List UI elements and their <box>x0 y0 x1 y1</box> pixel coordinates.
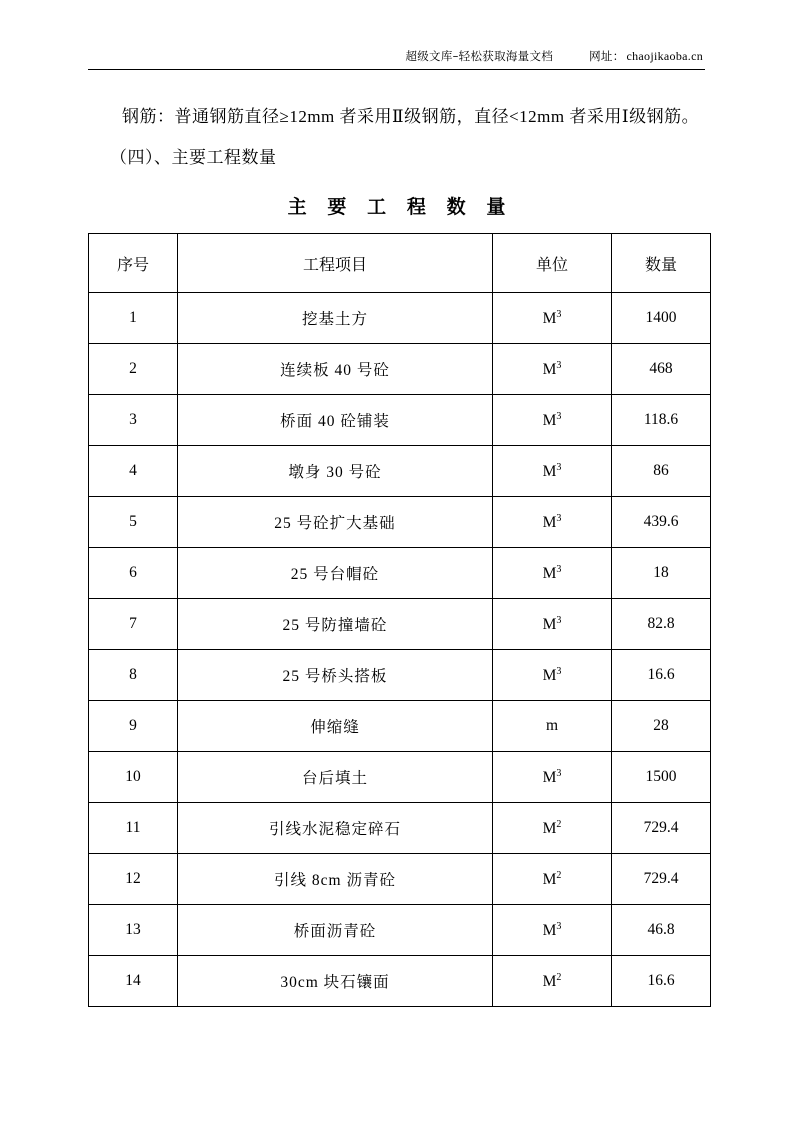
unit-base: $M^3$ <box>542 461 562 480</box>
table-row <box>89 497 711 548</box>
page-header <box>88 0 705 64</box>
cell-item: 挖基土方 <box>178 293 493 344</box>
site-url: chaojikaoba.cn <box>626 49 703 63</box>
cell-quantity: 118.6 <box>612 395 711 446</box>
unit-exponent: 3 <box>556 359 562 371</box>
unit-exponent: 2 <box>556 869 562 881</box>
unit-base: $M^3$ <box>542 665 562 684</box>
unit-exponent: 3 <box>556 920 562 932</box>
cell-unit <box>493 293 612 344</box>
table-row <box>89 599 711 650</box>
cell-unit <box>493 497 612 548</box>
paragraph-section-heading: （四）、主要工程数量 <box>110 148 277 167</box>
document-body <box>88 96 705 178</box>
table-row <box>89 548 711 599</box>
cell-quantity: 729.4 <box>612 803 711 854</box>
unit-base: $M^3$ <box>542 614 562 633</box>
cell-unit <box>493 599 612 650</box>
unit-exponent: 3 <box>556 512 562 524</box>
unit-base: $M^3$ <box>542 767 562 786</box>
table-row <box>89 650 711 701</box>
unit-base: $M^2$ <box>542 971 562 990</box>
cell-quantity: 82.8 <box>612 599 711 650</box>
unit-base: $M^3$ <box>542 308 562 327</box>
cell-unit <box>493 854 612 905</box>
cell-unit <box>493 905 612 956</box>
cell-no: 2 <box>89 344 178 395</box>
cell-quantity: 16.6 <box>612 650 711 701</box>
unit-exponent: 2 <box>556 818 562 830</box>
cell-item: 25 号防撞墙砼 <box>178 599 493 650</box>
cell-no: 5 <box>89 497 178 548</box>
table-title: 主 要 工 程 数 量 <box>287 197 514 218</box>
cell-item: 引线 8cm 沥青砼 <box>178 854 493 905</box>
cell-item: 25 号桥头搭板 <box>178 650 493 701</box>
cell-item: 墩身 30 号砼 <box>178 446 493 497</box>
cell-quantity: 86 <box>612 446 711 497</box>
unit-exponent: 3 <box>556 614 562 626</box>
cell-quantity: 1400 <box>612 293 711 344</box>
table-header <box>89 234 711 293</box>
header-divider <box>88 69 705 70</box>
unit-base: $M^2$ <box>542 818 562 837</box>
cell-no: 8 <box>89 650 178 701</box>
table-row <box>89 293 711 344</box>
cell-unit <box>493 548 612 599</box>
cell-unit <box>493 395 612 446</box>
cell-unit <box>493 803 612 854</box>
unit-base: $M^3$ <box>542 920 562 939</box>
cell-quantity: 16.6 <box>612 956 711 1007</box>
table-row <box>89 344 711 395</box>
unit-exponent: 3 <box>556 563 562 575</box>
table-header-row <box>89 234 711 293</box>
unit-base: $M^3$ <box>542 359 562 378</box>
table-row <box>89 956 711 1007</box>
cell-quantity: 439.6 <box>612 497 711 548</box>
column-header-no: 序号 <box>89 234 178 293</box>
cell-item: 30cm 块石镶面 <box>178 956 493 1007</box>
table-body <box>89 293 711 1007</box>
cell-item: 伸缩缝 <box>178 701 493 752</box>
table-row <box>89 395 711 446</box>
cell-no: 11 <box>89 803 178 854</box>
cell-no: 9 <box>89 701 178 752</box>
unit-exponent: 3 <box>556 767 562 779</box>
cell-item: 桥面 40 砼铺装 <box>178 395 493 446</box>
cell-quantity: 46.8 <box>612 905 711 956</box>
quantities-table <box>88 233 711 1007</box>
cell-no: 4 <box>89 446 178 497</box>
paragraph-rebar: 钢筋：普通钢筋直径≥12mm 者采用Ⅱ级钢筋，直径<12mm 者采用Ⅰ级钢筋。 <box>122 107 700 126</box>
cell-unit <box>493 752 612 803</box>
unit-base: $M^3$ <box>542 512 562 531</box>
unit-base: m <box>545 717 559 734</box>
cell-item: 连续板 40 号砼 <box>178 344 493 395</box>
cell-no: 14 <box>89 956 178 1007</box>
cell-unit <box>493 344 612 395</box>
column-header-qty: 数量 <box>612 234 711 293</box>
cell-no: 1 <box>89 293 178 344</box>
cell-item: 25 号砼扩大基础 <box>178 497 493 548</box>
cell-quantity: 28 <box>612 701 711 752</box>
cell-no: 3 <box>89 395 178 446</box>
cell-item: 25 号台帽砼 <box>178 548 493 599</box>
unit-base: $M^3$ <box>542 410 562 429</box>
unit-base: $M^3$ <box>542 563 562 582</box>
url-label: 网址： <box>589 49 625 63</box>
cell-no: 10 <box>89 752 178 803</box>
cell-unit <box>493 446 612 497</box>
table-row <box>89 701 711 752</box>
cell-unit <box>493 956 612 1007</box>
unit-exponent: 3 <box>556 461 562 473</box>
table-row <box>89 905 711 956</box>
table-row <box>89 854 711 905</box>
unit-exponent: 3 <box>556 665 562 677</box>
site-title: 超级文库–轻松获取海量文档 <box>405 49 554 63</box>
table-row <box>89 803 711 854</box>
unit-exponent: 2 <box>556 971 562 983</box>
cell-no: 6 <box>89 548 178 599</box>
cell-unit <box>493 650 612 701</box>
cell-quantity: 18 <box>612 548 711 599</box>
cell-no: 12 <box>89 854 178 905</box>
cell-item: 引线水泥稳定碎石 <box>178 803 493 854</box>
cell-quantity: 468 <box>612 344 711 395</box>
column-header-unit: 单位 <box>493 234 612 293</box>
table-row <box>89 446 711 497</box>
column-header-item: 工程项目 <box>178 234 493 293</box>
unit-base: $M^2$ <box>542 869 562 888</box>
cell-quantity: 1500 <box>612 752 711 803</box>
cell-no: 13 <box>89 905 178 956</box>
table-row <box>89 752 711 803</box>
cell-unit <box>493 701 612 752</box>
cell-item: 桥面沥青砼 <box>178 905 493 956</box>
unit-exponent: 3 <box>556 308 562 320</box>
cell-item: 台后填土 <box>178 752 493 803</box>
cell-quantity: 729.4 <box>612 854 711 905</box>
cell-no: 7 <box>89 599 178 650</box>
unit-exponent: 3 <box>556 410 562 422</box>
